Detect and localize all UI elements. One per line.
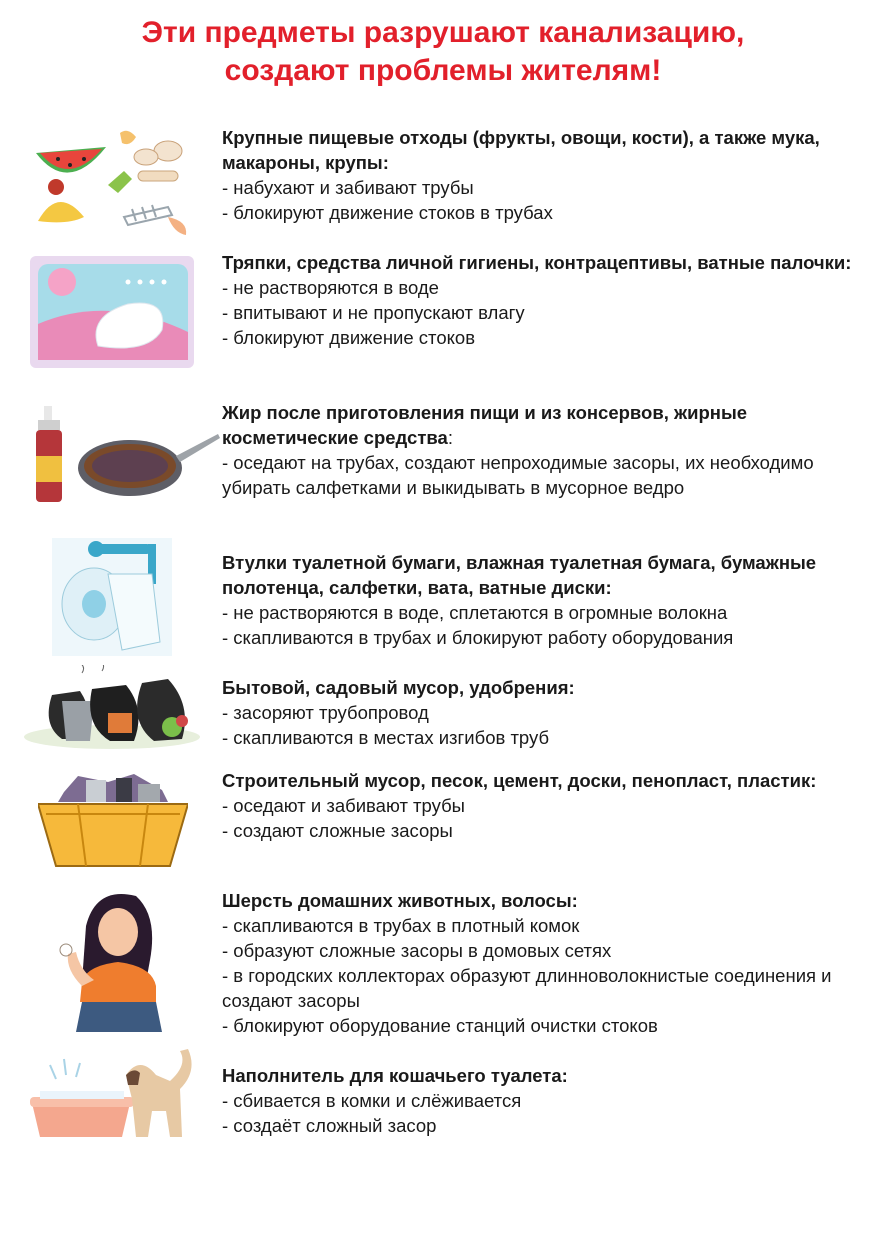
bullet: - блокируют оборудование станций очистки стоков <box>222 1015 658 1036</box>
construction-skip-icon <box>38 774 188 874</box>
item-heading-text: Жир после приготовления пищи и из консервов, жирные косметические средства <box>222 402 748 448</box>
bullet: - не растворяются в воде <box>222 277 439 298</box>
bullet: - засоряют трубопровод <box>222 702 429 723</box>
bullet: - в городских коллекторах образуют длинноволокнистые соединения и создают засоры <box>222 965 832 1011</box>
bullet: - набухают и забивают трубы <box>222 177 474 198</box>
bullet: - скапливаются в местах изгибов труб <box>222 727 550 748</box>
bullet: - образуют сложные засоры в домовых сетях <box>222 940 612 961</box>
item-text <box>222 888 862 1038</box>
title-line-1: Эти предметы разрушают канализацию, <box>141 16 745 49</box>
bullet: - создают сложные засоры <box>222 820 453 841</box>
bullet: - блокируют движение стоков <box>222 327 476 348</box>
food-waste-icon <box>28 125 200 240</box>
item-heading: Тряпки, средства личной гигиены, контрацептивы, ватные палочки: <box>222 252 852 273</box>
bullet: - впитывают и не пропускают влагу <box>222 302 525 323</box>
bullet: - блокируют движение стоков в трубах <box>222 202 553 223</box>
item-text <box>222 550 862 650</box>
woman-hair-icon <box>52 890 168 1032</box>
bullet: - скапливаются в трубах в плотный комок <box>222 915 580 936</box>
item-heading <box>222 400 862 450</box>
bullet: - создаёт сложный засор <box>222 1115 437 1136</box>
item-text <box>222 400 862 500</box>
sanitary-pad-icon <box>28 254 198 372</box>
toilet-paper-icon <box>52 538 172 656</box>
item-heading-colon: : <box>447 427 453 448</box>
frying-pan-grease-icon <box>30 406 220 506</box>
item-text <box>222 125 862 225</box>
bullet: - сбивается в комки и слёживается <box>222 1090 522 1111</box>
item-heading: Наполнитель для кошачьего туалета: <box>222 1065 568 1086</box>
title-line-2: создают проблемы жителям! <box>224 54 662 87</box>
item-text <box>222 768 862 843</box>
item-heading: Строительный мусор, песок, цемент, доски, пенопласт, пластик: <box>222 770 817 791</box>
bullet: - не растворяются в воде, сплетаются в огромные волокна <box>222 602 728 623</box>
bullet: - оседают и забивают трубы <box>222 795 465 816</box>
item-heading: Шерсть домашних животных, волосы: <box>222 890 578 911</box>
cat-litter-box-icon <box>30 1045 200 1141</box>
page-title <box>0 14 886 90</box>
bullet: - оседают на трубах, создают непроходимые засоры, их необходимо убирать салфетками и выкидывать в мусорное ведро <box>222 452 814 498</box>
item-heading: Втулки туалетной бумаги, влажная туалетная бумага, бумажные полотенца, салфетки, вата, ватные диски: <box>222 552 817 598</box>
item-text <box>222 675 862 750</box>
bullet: - скапливаются в трубах и блокируют работу оборудования <box>222 627 734 648</box>
item-text <box>222 250 862 350</box>
garbage-bags-icon <box>22 665 202 751</box>
item-heading: Бытовой, садовый мусор, удобрения: <box>222 677 575 698</box>
item-heading: Крупные пищевые отходы (фрукты, овощи, кости), а также мука, макароны, крупы: <box>222 127 820 173</box>
item-text <box>222 1063 862 1138</box>
